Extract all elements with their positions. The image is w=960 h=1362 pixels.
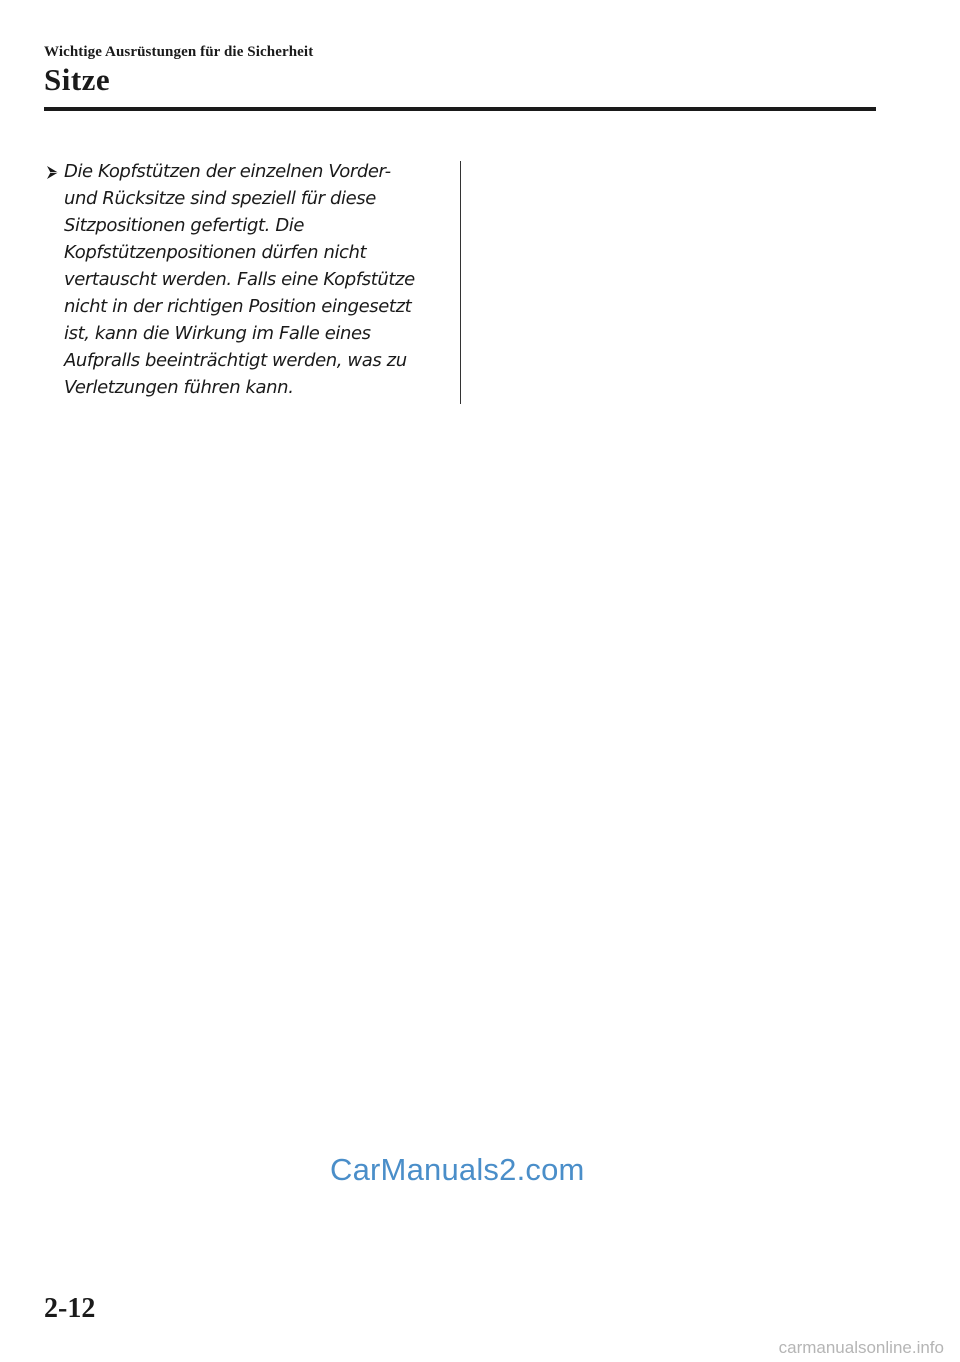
warning-line: Aufpralls beeinträchtigt werden, was zu bbox=[64, 350, 407, 371]
header-divider bbox=[44, 107, 876, 111]
watermark-corner[interactable]: carmanualsonline.info bbox=[778, 1338, 944, 1357]
arrowhead-bullet-icon bbox=[46, 159, 64, 185]
watermark-center[interactable]: CarManuals2.com bbox=[330, 1152, 585, 1187]
warning-text bbox=[64, 158, 415, 401]
warning-line: Sitzpositionen gefertigt. Die bbox=[64, 215, 305, 236]
warning-item bbox=[46, 158, 446, 401]
section-heading: Wichtige Ausrüstungen für die Sicherheit bbox=[44, 44, 314, 60]
page-title: Sitze bbox=[44, 62, 111, 97]
warning-line: nicht in der richtigen Position eingesetzt bbox=[64, 296, 412, 317]
column-divider bbox=[460, 161, 461, 404]
page-number: 2-12 bbox=[44, 1293, 96, 1324]
warning-line: vertauscht werden. Falls eine Kopfstütze bbox=[64, 269, 415, 290]
arrowhead-bullet-icon-svg bbox=[46, 165, 59, 180]
warning-line: Kopfstützenpositionen dürfen nicht bbox=[64, 242, 367, 263]
warning-line: ist, kann die Wirkung im Falle eines bbox=[64, 323, 371, 344]
warning-line: und Rücksitze sind speziell für diese bbox=[64, 188, 376, 209]
warning-line: Die Kopfstützen der einzelnen Vorder- bbox=[64, 161, 391, 182]
warning-row bbox=[46, 158, 446, 401]
warning-line: Verletzungen führen kann. bbox=[64, 377, 294, 398]
